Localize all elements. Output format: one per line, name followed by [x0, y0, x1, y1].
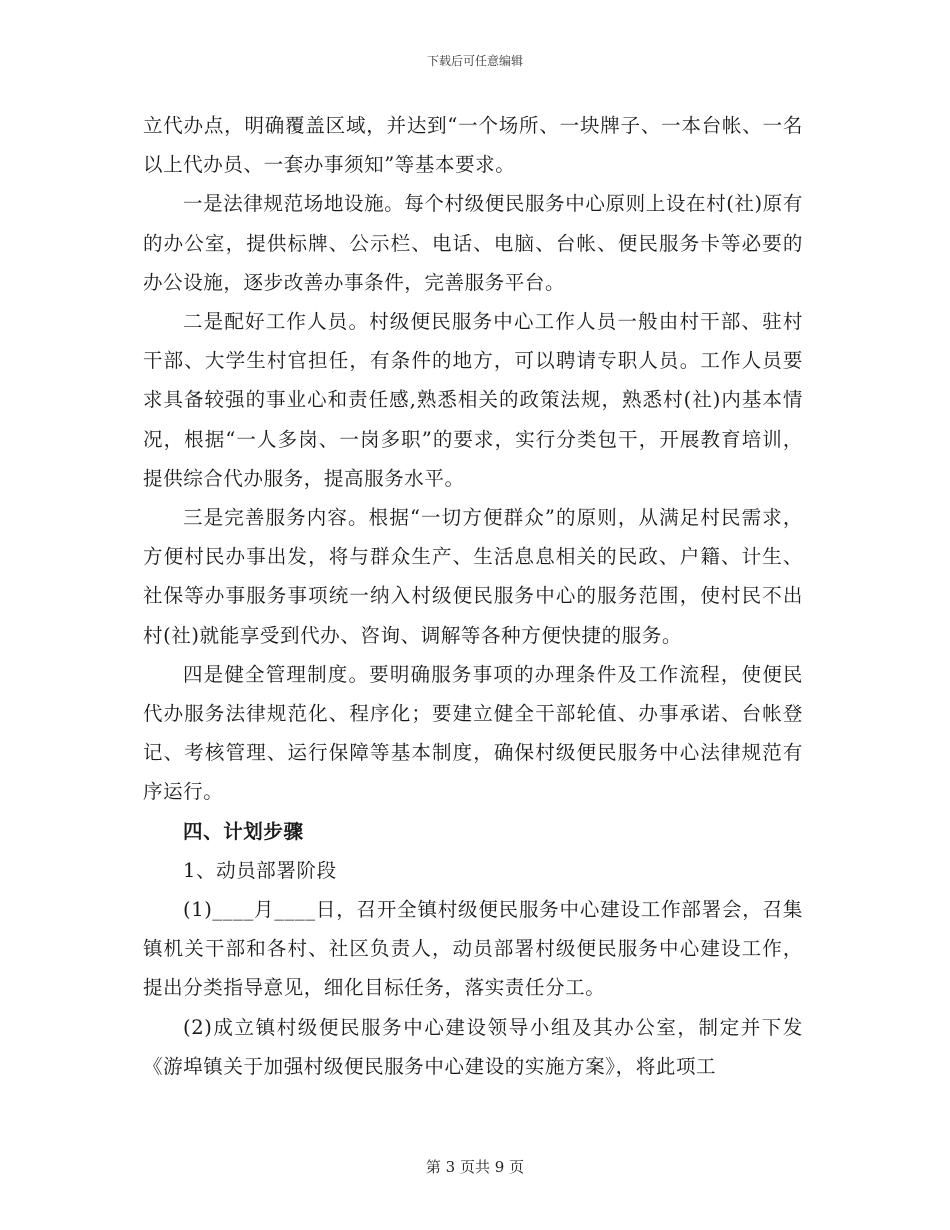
subsection-heading: 1、动员部署阶段 [183, 858, 337, 882]
section-heading: 四、计划步骤 [183, 819, 304, 843]
document-body [143, 106, 803, 1086]
paragraph-4: 三是完善服务内容。根据“一切方便群众”的原则，从满足村民需求，方便村民办事出发，将与群众生产、生活息息相关的民政、户籍、计生、社保等办事服务事项统一纳入村级便民服务中心的服务范围，使村民不出村(社)就能享受到代办、咨询、调解等各种方便快捷的服务。 [143, 506, 803, 647]
paragraph-3: 二是配好工作人员。村级便民服务中心工作人员一般由村干部、驻村干部、大学生村官担任，有条件的地方，可以聘请专职人员。工作人员要求具备较强的事业心和责任感,熟悉相关的政策法规，熟悉村(社)内基本情况，根据“一人多岗、一岗多职”的要求，实行分类包干，开展教育培训，提供综合代办服务，提高服务水平。 [143, 310, 803, 490]
page-footer: 第 3 页共 9 页 [425, 1158, 525, 1176]
paragraph-5: 四是健全管理制度。要明确服务事项的办理条件及工作流程，使便民代办服务法律规范化、程序化；要建立健全干部轮值、办事承诺、台帐登记、考核管理、运行保障等基本制度，确保村级便民服务中心法律规范有序运行。 [143, 662, 803, 804]
page-header: 下载后可任意编辑 [426, 54, 523, 68]
paragraph-step-2: (2)成立镇村级便民服务中心建设领导小组及其办公室，制定并下发《游埠镇关于加强村级便民服务中心建设的实施方案》，将此项工 [143, 1015, 803, 1078]
paragraph-step-1: (1)____月____日，召开全镇村级便民服务中心建设工作部署会，召集镇机关干部和各村、社区负责人，动员部署村级便民服务中心建设工作，提出分类指导意见，细化目标任务，落实责任分工。 [143, 898, 803, 1000]
paragraph-2: 一是法律规范场地设施。每个村级便民服务中心原则上设在村(社)原有的办公室，提供标牌、公示栏、电话、电脑、台帐、便民服务卡等必要的办公设施，逐步改善办事条件，完善服务平台。 [143, 192, 803, 294]
paragraph-1: 立代办点，明确覆盖区域，并达到“一个场所、一块牌子、一本台帐、一名以上代办员、一套办事须知”等基本要求。 [143, 114, 803, 177]
